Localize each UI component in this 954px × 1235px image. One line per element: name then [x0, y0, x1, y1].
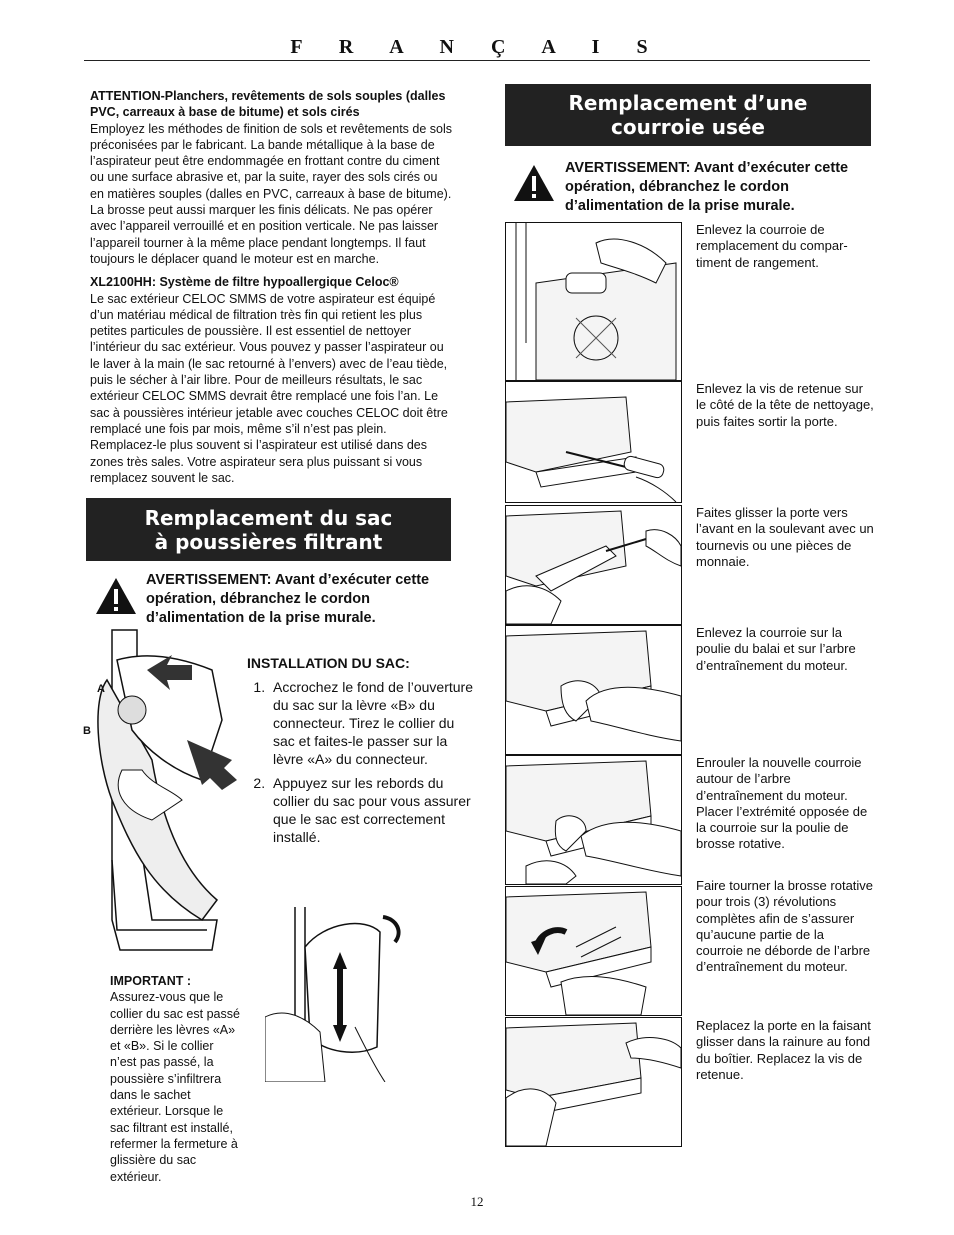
- belt-step-7-text: Replacez la porte en la faisant glisser dans la rainure au fond du boîtier. Replacez la vis de retenue.: [696, 1018, 871, 1082]
- important-note: [110, 973, 240, 1185]
- attention-section: [90, 88, 452, 486]
- important-body: Assurez-vous que le collier du sac est passé derrière les lèvres «A» et «B». Si le collier n’est pas passé, la poussière s’infiltrera dans le sachet extérieur. Lorsque le sac filtrant est installé, refermer la fermeture à glissière du sac extérieur.: [110, 990, 240, 1184]
- filter-title: XL2100HH: Système de filtre hypoallergique Celoc®: [90, 275, 399, 290]
- label-b: B: [83, 725, 91, 737]
- belt-step-4-illustration: [505, 625, 682, 755]
- belt-warning-text: AVERTISSEMENT: Avant d’exécuter cette opération, débranchez le cordon d’alimentation de la prise murale.: [565, 160, 849, 214]
- bag-replacement-banner: [86, 498, 451, 561]
- belt-step-1-illustration: [505, 222, 682, 381]
- belt-step-3-text: Faites glisser la porte vers l’avant en la soulevant avec un tournevis ou une pièces de monnaie.: [696, 505, 874, 569]
- bag-collar-illustration: [265, 907, 415, 1082]
- belt-banner-line1: Remplacement d’une: [568, 91, 808, 115]
- bag-installation-illustration: [92, 620, 247, 955]
- attention-body: Employez les méthodes de finition de sols et revêtements de sols préconisées par le fabricant. La bande métallique à la base de l’aspirateur peut être endommagée en frottant contre du ciment ou une surface abrasive et, par la suite, rayer des sols cirés ou en matières souples (dalles en PVC, carreaux à base de bitume). La brosse peut aussi marquer les finis délicats. Ne pas opérer avec l’appareil verrouillé et en position verticale. Ne pas laisser l’appareil tourner à la même place pendant longtemps. Il faut toujours le déplacer quand le moteur est en marche.: [90, 121, 452, 266]
- install-title: INSTALLATION DU SAC:: [247, 655, 410, 671]
- page-number: 12: [470, 1194, 484, 1209]
- warning-icon: [512, 163, 556, 203]
- important-title: IMPORTANT :: [110, 974, 192, 988]
- belt-step-5-text: Enrouler la nouvelle courroie autour de l’arbre d’entraînement du moteur. Placer l’extrémité opposée de la courroie sur la poulie de brosse rotative.: [696, 755, 868, 852]
- install-step: 2. Appuyez sur les rebords du collier du sac pour vous assurer que le sac est correctement installé.: [269, 774, 477, 846]
- label-a: A: [97, 683, 105, 695]
- belt-step-1-text: Enlevez la courroie de remplacement du compar-timent de rangement.: [696, 222, 848, 270]
- belt-banner-line2: courroie usée: [611, 115, 765, 139]
- belt-step-6-illustration: [505, 886, 682, 1016]
- filter-body: Le sac extérieur CELOC SMMS de votre aspirateur est équipé d’un matériau médical de filtration très fin qui retient les plus petites particules de poussière. Il est essentiel de nettoyer l’intérieur du sac extérieur. Vous pouvez y passer l’aspirateur ou le laver à la main (le sac retourné à l’envers) avec de l’eau tiède, puis le sécher à l’air libre. Pour de meilleurs résultats, le sac extérieur CELOC SMMS devrait être remplacé une fois l’an. Le sac à poussières intérieur jetable avec couches CELOC doit être remplacé une fois par mois, même s’il n’est pas plein. Remplacez-le plus souvent si l’aspirateur est utilisé dans des zones très sales. Votre aspirateur sera plus puissant si vous remplacez souvent le sac.: [90, 291, 448, 485]
- belt-step-2-text: Enlevez la vis de retenue sur le côté de la tête de nettoyage, puis faites sortir la porte.: [696, 381, 874, 429]
- bag-banner-line1: Remplacement du sac: [144, 505, 393, 530]
- belt-step-5-illustration: [505, 755, 682, 885]
- attention-title: ATTENTION-Planchers, revêtements de sols souples (dalles PVC, carreaux à base de bitume) et sols cirés: [90, 89, 446, 120]
- belt-step-2-illustration: [505, 381, 682, 503]
- belt-step-6-text: Faire tourner la brosse rotative pour trois (3) révolutions complètes afin de s’assurer qu’aucune partie de la courroie ne déborde de l’arbre d’entraînement du moteur.: [696, 878, 874, 975]
- belt-step-3-illustration: [505, 505, 682, 625]
- bag-warning-text: AVERTISSEMENT: Avant d’exécuter cette opération, débranchez le cordon d’alimentation de la prise murale.: [146, 572, 430, 626]
- warning-icon: [94, 576, 138, 616]
- belt-replacement-banner: [505, 84, 871, 146]
- page-language-header: F R A N Ç A I S: [290, 36, 664, 58]
- install-step: 1. Accrochez le fond de l’ouverture du sac sur la lèvre «B» du connecteur. Tirez le collier du sac et faites-le passer sur la lèvre «A» du connecteur.: [269, 678, 477, 768]
- install-steps: [247, 678, 477, 852]
- belt-step-4-text: Enlevez la courroie sur la poulie du balai et sur l’arbre d’entraînement du moteur.: [696, 625, 856, 673]
- belt-step-7-illustration: [505, 1017, 682, 1147]
- bag-banner-line2: à poussières filtrant: [154, 529, 383, 554]
- header-rule: [84, 60, 870, 61]
